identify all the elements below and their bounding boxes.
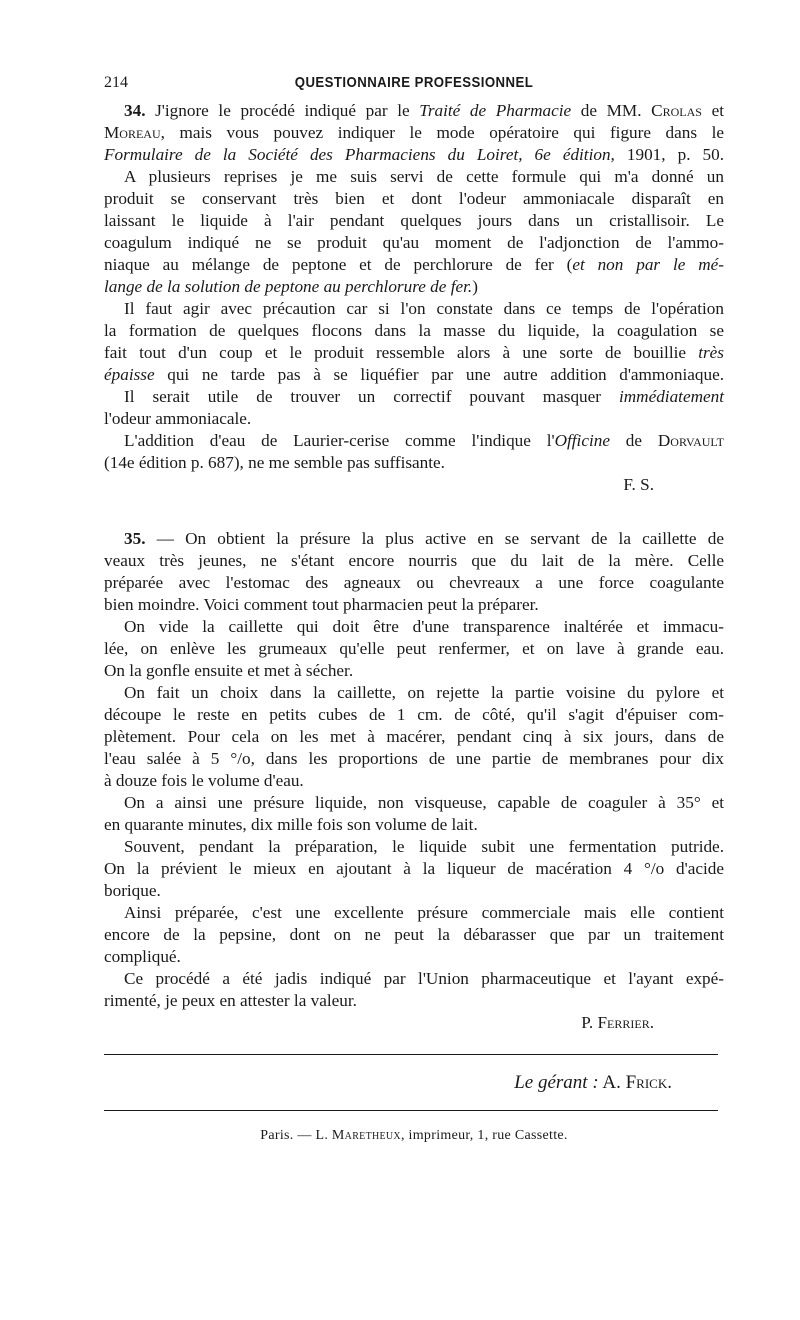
text-line: en quarante minutes, dix mille fois son volume de lait. <box>104 815 478 834</box>
text-line: plètement. Pour cela on les met à macérer, pendant cinq à six jours, dans de <box>104 727 724 746</box>
text-line: laissant le liquide à l'air pendant quelques jours dans un cristallisoir. Le <box>104 211 724 230</box>
text-line: Moreau, mais vous pouvez indiquer le mode opératoire qui figure dans le <box>104 123 724 142</box>
text-line: fait tout d'un coup et le produit ressemble alors à une sorte de bouillie très <box>104 343 724 362</box>
gerant-line: Le gérant : A. Frick. <box>514 1072 672 1093</box>
divider-rule <box>104 1110 718 1111</box>
text-line: niaque au mélange de peptone et de perchlorure de fer (et non par le mé- <box>104 255 724 274</box>
text-line: Il faut agir avec précaution car si l'on constate dans ce temps de l'opération <box>124 299 724 318</box>
text-line: borique. <box>104 881 161 900</box>
item-35 <box>104 528 724 1034</box>
text-line: On vide la caillette qui doit être d'une transparence inaltérée et immacu- <box>124 617 724 636</box>
text-line: On fait un choix dans la caillette, on rejette la partie voisine du pylore et <box>124 683 724 702</box>
text-line: 34. J'ignore le procédé indiqué par le Traité de Pharmacie de MM. Crolas et <box>124 101 724 120</box>
text-line: 35. — On obtient la présure la plus active en se servant de la caillette de <box>124 529 724 548</box>
text-line: lange de la solution de peptone au perchlorure de fer.) <box>104 277 478 296</box>
text-line: (14e édition p. 687), ne me semble pas suffisante. <box>104 453 445 472</box>
text-line: épaisse qui ne tarde pas à se liquéfier par une autre addition d'ammoniaque. <box>104 365 724 384</box>
body-text <box>104 100 724 1034</box>
text-line: On la gonfle ensuite et met à sécher. <box>104 661 354 680</box>
text-line: Formulaire de la Société des Pharmaciens du Loiret, 6e édition, 1901, p. 50. <box>104 145 725 164</box>
author-name: Moreau <box>104 123 161 142</box>
text-line: compliqué. <box>104 947 181 966</box>
author-name: Crolas <box>651 101 702 120</box>
text-line: lée, on enlève les grumeaux qu'elle peut renfermer, et on lave à grande eau. <box>104 639 724 658</box>
running-title: QUESTIONNAIRE PROFESSIONNEL <box>294 74 534 91</box>
text-line: Ainsi préparée, c'est une excellente présure commerciale mais elle contient <box>124 903 724 922</box>
text-line: On a ainsi une présure liquide, non visqueuse, capable de coaguler à 35° et <box>124 793 724 812</box>
item-number: 34. <box>124 101 146 120</box>
printer-name: Maretheux <box>331 1128 401 1143</box>
text-line: à douze fois le volume d'eau. <box>104 771 304 790</box>
text-line: On la prévient le mieux en ajoutant à la liqueur de macération 4 °/o d'acide <box>104 859 724 878</box>
printer-imprint: Paris. — L. Maretheux, imprimeur, 1, rue Cassette. <box>260 1128 568 1143</box>
divider-rule <box>104 1054 718 1055</box>
author-name: Dorvault <box>657 431 724 450</box>
gerant-name: Frick. <box>625 1072 672 1093</box>
item-number: 35. <box>124 529 146 548</box>
section-spacer <box>104 496 724 528</box>
text-line: Souvent, pendant la préparation, le liquide subit une fermentation putride. <box>124 837 724 856</box>
text-line: encore de la pepsine, dont on ne peut la débarasser que par un traitement <box>104 925 724 944</box>
text-line: bien moindre. Voici comment tout pharmacien peut la préparer. <box>104 595 539 614</box>
text-line: L'addition d'eau de Laurier-cerise comme l'indique l'Officine de Dorvault <box>124 431 724 450</box>
page-header <box>104 74 724 96</box>
text-line: Il serait utile de trouver un correctif pouvant masquer immédiatement <box>124 387 724 406</box>
text-line: rimenté, je peux en attester la valeur. <box>104 991 357 1010</box>
text-line: découpe le reste en petits cubes de 1 cm. de côté, qu'il s'agit d'épuiser com- <box>104 705 724 724</box>
item-34 <box>104 100 724 496</box>
text-line: Ce procédé a été jadis indiqué par l'Union pharmaceutique et l'ayant expé- <box>124 969 724 988</box>
text-line: veaux très jeunes, ne s'étant encore nourris que du lait de la mère. Celle <box>104 551 724 570</box>
signature: P. Ferrier. <box>581 1013 654 1032</box>
text-line: coagulum indiqué ne se produit qu'au moment de l'adjonction de l'ammo- <box>104 233 724 252</box>
text-line: la formation de quelques flocons dans la masse du liquide, la coagulation se <box>104 321 724 340</box>
signature: F. S. <box>623 475 654 494</box>
text-line: A plusieurs reprises je me suis servi de cette formule qui m'a donné un <box>124 167 724 186</box>
author-name: Ferrier. <box>597 1013 654 1032</box>
text-line: préparée avec l'estomac des agneaux ou chevreaux a une force coagulante <box>104 573 724 592</box>
text-line: produit se conservant très bien et dont l'odeur ammoniacale disparaît en <box>104 189 724 208</box>
page-number: 214 <box>104 74 128 91</box>
text-line: l'odeur ammoniacale. <box>104 409 252 428</box>
text-line: l'eau salée à 5 °/o, dans les proportions de une partie de membranes pour dix <box>104 749 724 768</box>
